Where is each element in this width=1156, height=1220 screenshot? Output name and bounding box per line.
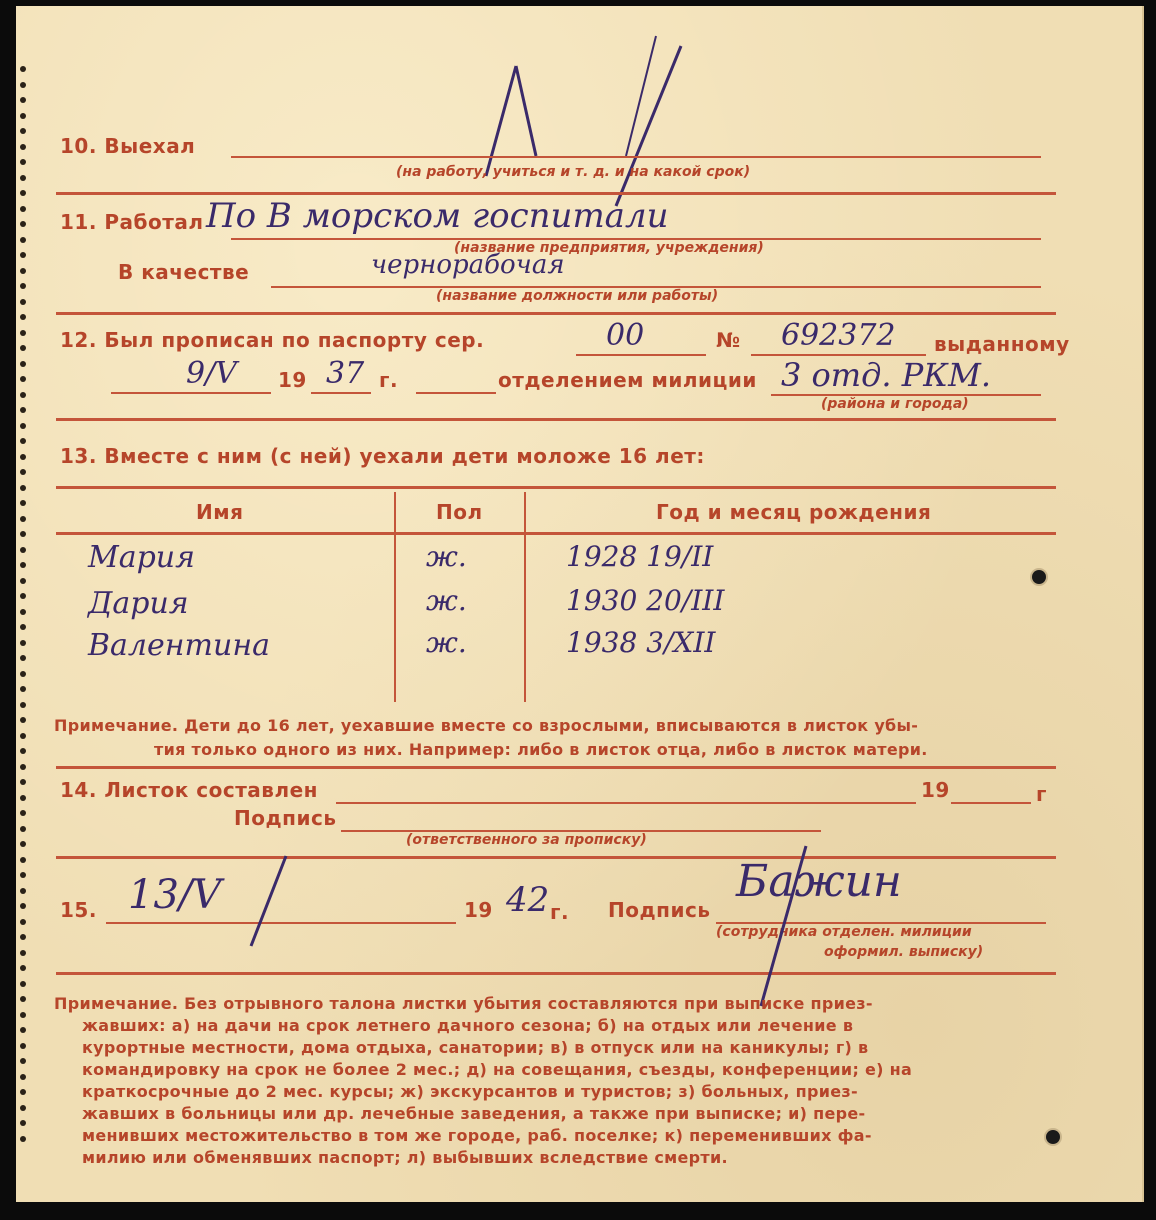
punch-hole [1046, 1130, 1060, 1144]
child-name: Дария [88, 586, 189, 621]
field-10-hint: (на работу, учиться и т. д. и на какой срок) [396, 164, 751, 180]
footnote-line: краткосрочные до 2 мес. курсы; ж) экскурсантов и туристов; з) больных, приез- [82, 1082, 858, 1101]
footnote-line: командировку на срок не более 2 мес.; д) на совещания, съезды, конференции; е) на [82, 1060, 913, 1079]
field-15-hint1: (сотрудника отделен. милиции [716, 924, 972, 940]
field-10-label: 10. Выехал [60, 134, 196, 158]
field-15-hint2: оформил. выписку) [824, 944, 984, 960]
field-14-year-label: 19 [921, 778, 950, 802]
punch-hole [1032, 570, 1046, 584]
table-header-sex: Пол [436, 500, 483, 524]
field-12-hint: (района и города) [821, 396, 969, 412]
footnote-line: Примечание. Без отрывного талона листки убытия составляются при выписке приез- [54, 994, 873, 1013]
footnote-line: милию или обменявших паспорт; л) выбывших вследствие смерти. [82, 1148, 728, 1167]
field-15-date-value: 13/V [128, 872, 222, 918]
field-14-signature-hint: (ответственного за прописку) [406, 832, 647, 848]
footnote-line: курортные местности, дома отдыха, санатории; в) в отпуск или на каникулы; г) в [82, 1038, 869, 1057]
field-12-issued-label: выданному [934, 332, 1070, 356]
field-15-year-prefix: 19 [464, 898, 493, 922]
child-birth: 1928 19/II [566, 540, 714, 573]
field-12-office-value: 3 отд. РКМ. [781, 356, 991, 394]
child-sex: ж. [426, 584, 467, 617]
field-12-series-value: 00 [606, 318, 645, 353]
child-sex: ж. [426, 540, 467, 573]
field-15-year-suffix: г. [550, 900, 570, 924]
field-11-capacity-label: В качестве [118, 260, 250, 284]
field-13-label: 13. Вместе с ним (с ней) уехали дети моложе 16 лет: [60, 444, 705, 468]
field-14-year-suffix: г [1036, 782, 1047, 806]
field-12-date-value: 9/V [186, 356, 237, 391]
field-12-office-label: отделением милиции [498, 368, 757, 392]
child-sex: ж. [426, 626, 467, 659]
field-12-number-value: 692372 [781, 318, 896, 353]
field-12-year-value: 37 [326, 356, 365, 391]
field-15-signature-label: Подпись [608, 898, 711, 922]
field-11-capacity-value: чернорабочая [371, 250, 565, 280]
footnote-line: жавших: а) на дачи на срок летнего дачного сезона; б) на отдых или лечение в [82, 1016, 854, 1035]
table-header-name: Имя [196, 500, 244, 524]
field-12-number-label: № [716, 328, 741, 352]
field-14-label: 14. Листок составлен [60, 778, 318, 802]
form-sheet [16, 6, 1144, 1202]
field-11-hint2: (название должности или работы) [436, 288, 719, 304]
field-11-label: 11. Работал [60, 210, 204, 234]
child-birth: 1930 20/III [566, 584, 725, 617]
footnote-line: менивших местожительство в том же городе, раб. поселке; к) переменивших фа- [82, 1126, 872, 1145]
child-name: Валентина [88, 628, 270, 663]
field-12-year-prefix: 19 [278, 368, 307, 392]
field-11-hint1: (название предприятия, учреждения) [454, 240, 764, 256]
child-name: Мария [88, 540, 195, 575]
field-14-signature-label: Подпись [234, 806, 337, 830]
child-birth: 1938 3/XII [566, 626, 716, 659]
field-11-value: По В морском госпитали [206, 196, 669, 236]
table-header-birth: Год и месяц рождения [656, 500, 932, 524]
field-15-signature-value: Бажин [736, 856, 902, 907]
field-12-year-suffix: г. [379, 368, 399, 392]
field-15-year-value: 42 [506, 880, 550, 920]
field-15-label: 15. [60, 898, 97, 922]
field-13-note-line1: Примечание. Дети до 16 лет, уехавшие вместе со взрослыми, вписываются в листок убы- [54, 716, 919, 735]
footnote-line: жавших в больницы или др. лечебные заведения, а также при выписке; и) пере- [82, 1104, 866, 1123]
field-12-label: 12. Был прописан по паспорту сер. [60, 328, 485, 352]
field-13-note-line2: тия только одного из них. Например: либо в листок отца, либо в листок матери. [154, 740, 928, 759]
